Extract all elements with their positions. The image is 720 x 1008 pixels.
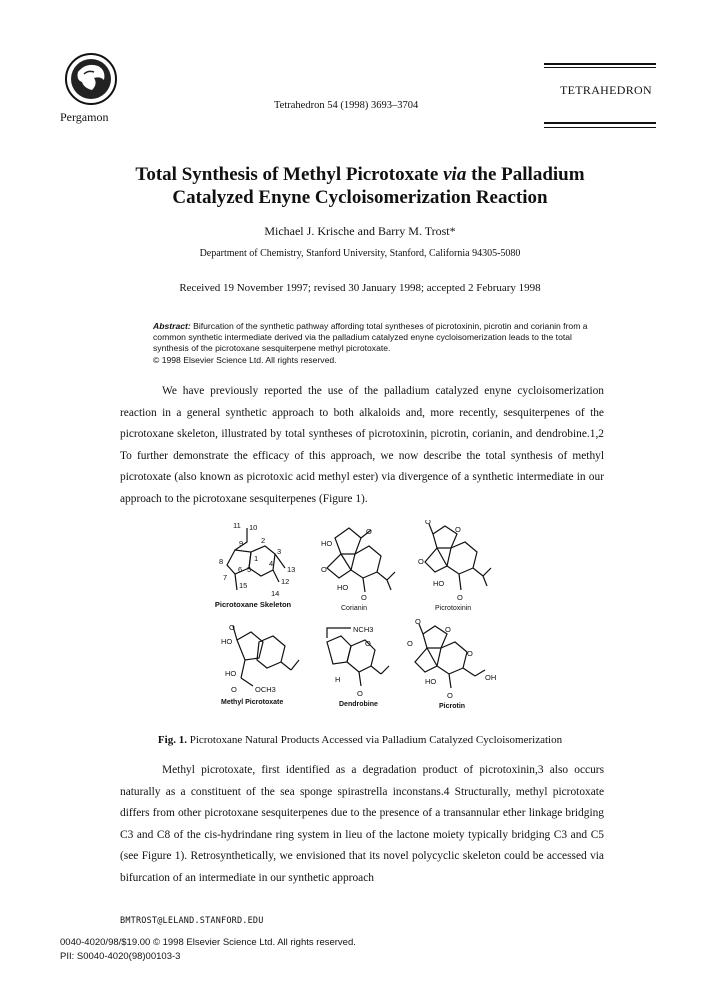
dendrobine-nch3: NCH3 bbox=[353, 625, 374, 634]
picrotoxate-ho-bottom: HO bbox=[225, 669, 237, 678]
picrotin-o-bottom: O bbox=[447, 691, 453, 700]
picrotoxate-o-ester: O bbox=[231, 685, 237, 694]
dendrobine-o-bottom: O bbox=[357, 689, 363, 698]
skeleton-atom-11: 11 bbox=[233, 521, 241, 530]
body-paragraph-1 bbox=[120, 381, 604, 510]
picrotin-o-left: O bbox=[407, 639, 413, 648]
label-methyl-picrotoxate: Methyl Picrotoxate bbox=[221, 699, 284, 706]
publisher-name: Pergamon bbox=[60, 110, 109, 124]
body-paragraph-2 bbox=[120, 760, 604, 889]
corianin-o-left: O bbox=[321, 565, 327, 574]
skeleton-atom-6: 6 bbox=[238, 565, 243, 574]
label-corianin: Corianin bbox=[341, 605, 368, 612]
skeleton-atom-3: 3 bbox=[277, 547, 282, 556]
skeleton-atom-15: 15 bbox=[239, 581, 248, 590]
issn-line: 0040-4020/98/$19.00 © 1998 Elsevier Science Ltd. All rights reserved. bbox=[60, 937, 356, 948]
journal-name: TETRAHEDRON bbox=[560, 83, 652, 97]
pii-line: PII: S0040-4020(98)00103-3 bbox=[60, 951, 181, 962]
caption-text: Picrotoxane Natural Products Accessed via Palladium Catalyzed Cycloisomerization bbox=[189, 734, 563, 746]
picrotoxate-o-top: O bbox=[229, 623, 235, 632]
header-rule-top bbox=[544, 63, 656, 65]
label-dendrobine: Dendrobine bbox=[339, 701, 378, 708]
elsevier-logo-icon bbox=[64, 52, 118, 106]
skeleton-atom-13: 13 bbox=[287, 565, 296, 574]
caption-label: Fig. 1. bbox=[157, 734, 187, 746]
abstract-label: Abstract: bbox=[153, 321, 191, 331]
picrotin-o-right: O bbox=[467, 649, 473, 658]
received-dates: Received 19 November 1997; revised 30 January 1998; accepted 2 February 1998 bbox=[179, 282, 541, 294]
dendrobine-h: H bbox=[335, 675, 341, 684]
corresponding-email: BMTROST@LELAND.STANFORD.EDU bbox=[120, 916, 264, 926]
abstract-text: Bifurcation of the synthetic pathway affording total syntheses of picrotoxinin, picrotin and corianin from a common synthetic intermediate derived via the palladium catalyzed enyne cycloisomerization leads to the total synthesis of the picrotoxane sesquiterpene methyl picrotoxate. bbox=[153, 321, 588, 354]
header-rule-top-2 bbox=[544, 67, 656, 68]
skeleton-atom-10: 10 bbox=[249, 523, 258, 532]
corianin-o-top: O bbox=[366, 527, 372, 536]
structure-methyl-picrotoxate bbox=[233, 626, 299, 686]
skeleton-atom-2: 2 bbox=[261, 536, 266, 545]
title-text-line2: Catalyzed Enyne Cycloisomerization Reaction bbox=[172, 187, 548, 208]
picrotoxate-ho-top: HO bbox=[221, 637, 233, 646]
figure-1-caption bbox=[60, 734, 660, 746]
picrotoxinin-o-left: O bbox=[418, 557, 424, 566]
abstract bbox=[153, 321, 603, 366]
dendrobine-o-ring: O bbox=[365, 639, 371, 648]
skeleton-atom-8: 8 bbox=[219, 557, 224, 566]
skeleton-atom-4: 4 bbox=[269, 559, 274, 568]
picrotin-o-top: O bbox=[415, 617, 421, 626]
affiliation: Department of Chemistry, Stanford University, Stanford, California 94305-5080 bbox=[199, 248, 521, 259]
paragraph-2-text: Methyl picrotoxate, first identified as a degradation product of picrotoxinin,3 also occurs naturally as a constituent of the sea sponge spirastrella inconstans.4 Structurally, methyl picrotoxate differs from other picrotoxane sesquiterpenes due to the presence of a transannular ether linkage bridging C3 and C8 of the cis-hydrindane ring system in lieu of the lactone moiety typically bridging C3 and C5 (see Figure 1). Retrosynthetically, we envisioned that its novel polycyclic skeleton could be accessed via bifurcation of an intermediate in our synthetic approach bbox=[120, 764, 604, 884]
picrotoxinin-o-bottom: O bbox=[457, 593, 463, 602]
picrotin-oh: OH bbox=[485, 673, 497, 682]
picrotoxinin-o-top: O bbox=[425, 520, 431, 526]
corianin-ho-bottom: HO bbox=[337, 583, 349, 592]
title-text-2: the Palladium bbox=[471, 164, 585, 185]
label-picrotoxane: Picrotoxane Skeleton bbox=[215, 600, 292, 609]
label-picrotoxinin: Picrotoxinin bbox=[435, 605, 472, 612]
corianin-o-bottom: O bbox=[361, 593, 367, 602]
picrotoxinin-ho: HO bbox=[433, 579, 445, 588]
skeleton-atom-14: 14 bbox=[271, 589, 280, 598]
picrotin-o-ring: O bbox=[445, 625, 451, 634]
picrotoxate-och3: OCH3 bbox=[255, 685, 276, 694]
header-rule-bottom bbox=[544, 122, 656, 124]
skeleton-atom-9: 9 bbox=[239, 539, 244, 548]
skeleton-atom-5: 5 bbox=[247, 565, 252, 574]
authors: Michael J. Krische and Barry M. Trost* bbox=[264, 224, 456, 238]
paragraph-1-text: We have previously reported the use of the palladium catalyzed enyne cycloisomerization reaction in a general synthetic approach to both alkaloids and, more recently, sesquiterpenes of the picrotoxane skeleton, illustrated by total syntheses of picrotoxinin, picrotin, corianin, and dendrobine.1,2 To further demonstrate the efficacy of this approach, we now describe the total synthesis of methyl picrotoxate (also known as picrotoxic acid methyl ester) via divergence of a synthetic intermediate in our approach to the picrotoxane sesquiterpenes (Figure 1). bbox=[120, 385, 604, 505]
skeleton-atom-1: 1 bbox=[254, 554, 259, 563]
skeleton-atom-7: 7 bbox=[223, 573, 228, 582]
skeleton-atom-12: 12 bbox=[281, 577, 290, 586]
figure-1-structures bbox=[215, 520, 525, 720]
header-rule-bottom-2 bbox=[544, 127, 656, 128]
corianin-ho-top: HO bbox=[321, 539, 333, 548]
label-picrotin: Picrotin bbox=[439, 703, 466, 710]
article-title bbox=[60, 163, 660, 209]
picrotin-ho: HO bbox=[425, 677, 437, 686]
title-text-1: Total Synthesis of Methyl Picrotoxate bbox=[135, 164, 439, 185]
journal-citation: Tetrahedron 54 (1998) 3693–3704 bbox=[274, 100, 419, 111]
abstract-copyright: © 1998 Elsevier Science Ltd. All rights reserved. bbox=[153, 354, 337, 365]
picrotoxinin-o-ring: O bbox=[455, 525, 461, 534]
title-text-via: via bbox=[443, 164, 467, 185]
